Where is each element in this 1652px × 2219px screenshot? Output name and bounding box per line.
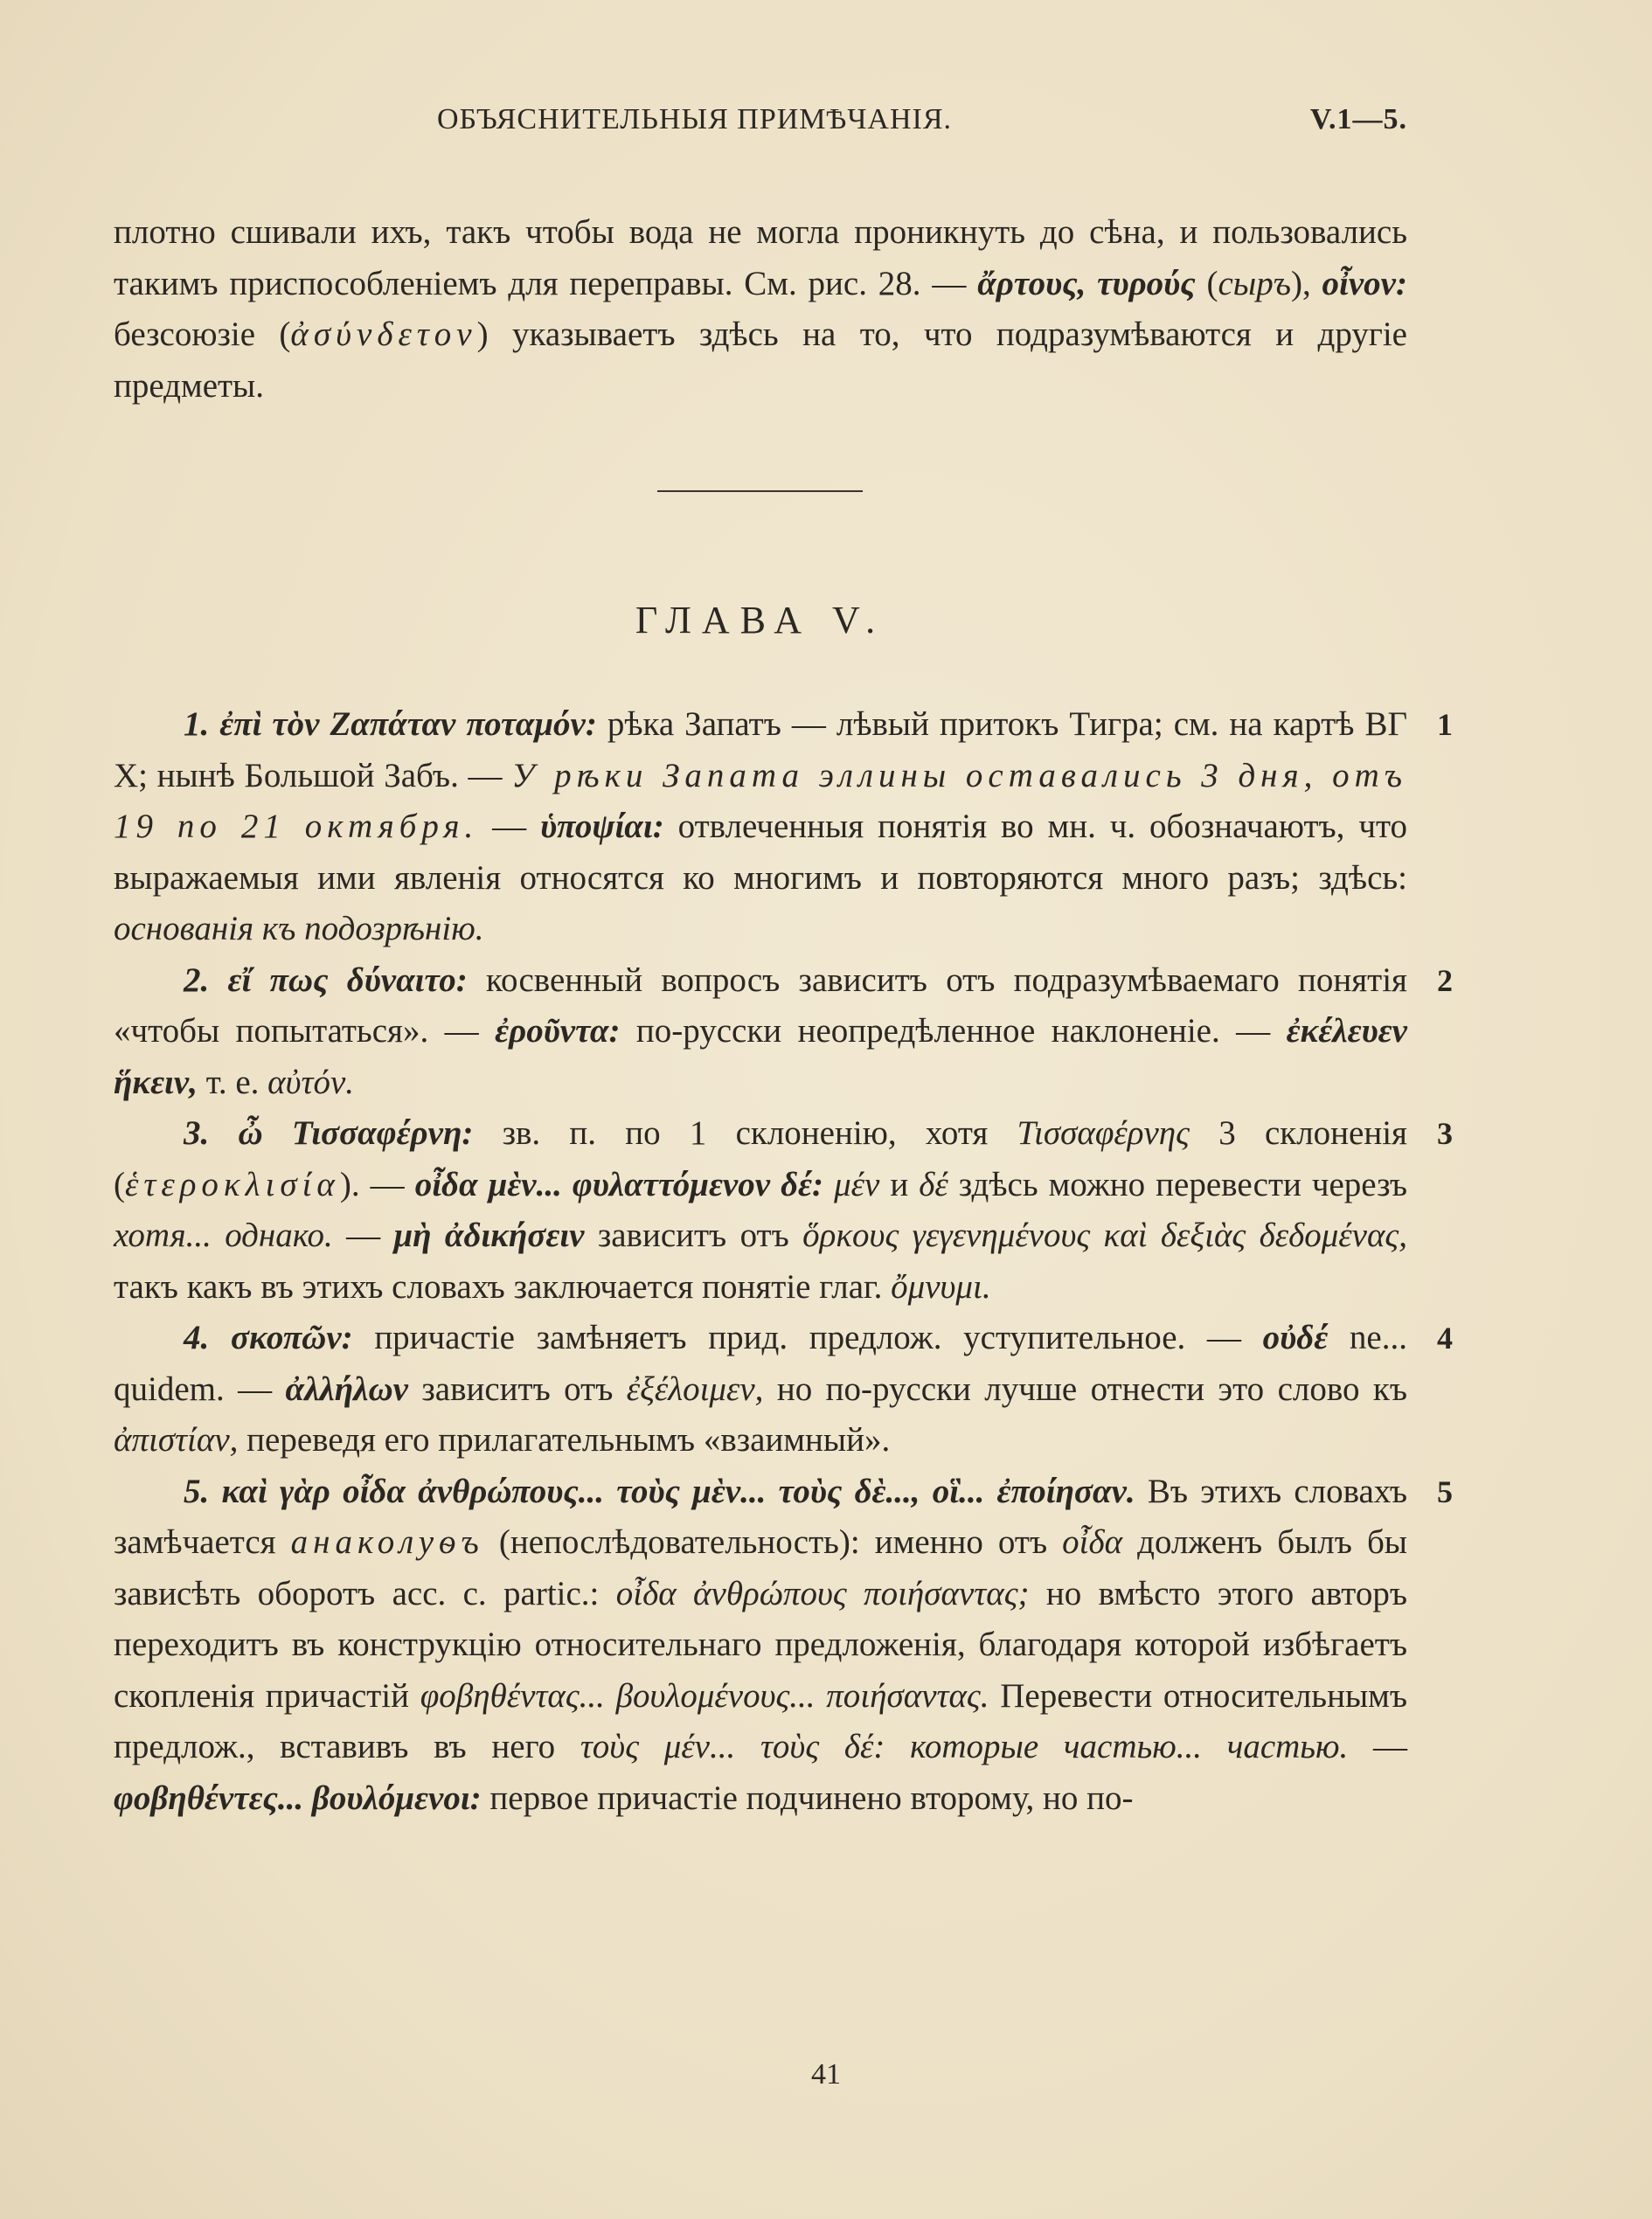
note-text: здѣсь можно перевести черезъ xyxy=(947,1165,1407,1203)
intro-text: безсоюзіе ( xyxy=(114,316,291,353)
note-text: зв. п. по 1 склоненію, хотя xyxy=(473,1114,1017,1152)
italic-text: ἐξέλοιμεν, xyxy=(626,1370,764,1408)
note-text: Перевести относительнымъ предлож., вставивъ въ него xyxy=(114,1676,1407,1765)
note-text xyxy=(823,1166,834,1203)
note-text: т. е. xyxy=(197,1063,268,1101)
note-text: причастіе замѣняетъ прид. предлож. уступительное. — xyxy=(352,1319,1263,1356)
intro-text: ( xyxy=(1195,264,1218,302)
margin-verse-number: 2 xyxy=(1437,962,1453,998)
italic-text: δέ xyxy=(919,1165,948,1203)
intro-paragraph xyxy=(114,207,1407,412)
italic-text: ἀπιστίαν, xyxy=(114,1421,239,1459)
chapter-heading: ГЛАВА V. xyxy=(635,599,886,641)
margin-verse-number: 3 xyxy=(1437,1116,1453,1151)
note-text: (непослѣдовательность): именно отъ xyxy=(483,1523,1063,1561)
note-text: рѣка Запатъ — лѣвый притокъ Тигра; см. на картѣ ВГ X; нынѣ Большой Забъ. — xyxy=(114,705,1408,794)
note-text: отвлеченныя понятія во мн. ч. обозначаютъ, что выражаемыя ими явленія относятся ко многимъ и повторяются много разъ; здѣсь: xyxy=(114,808,1407,897)
margin-verse-number: 4 xyxy=(1437,1321,1453,1356)
note-text: и xyxy=(879,1165,920,1203)
italic-text: φοβηθέντας... βουλομένους... ποιήσαντας. xyxy=(420,1676,989,1715)
greek-term: οἶνον: xyxy=(1322,264,1407,302)
note-5 xyxy=(114,1467,1453,1825)
greek-lemma: 5. καὶ γὰρ οἶδα ἀνθρώπους... τοὺς μὲν... τοὺς δὲ..., οἳ... ἐποίησαν. xyxy=(184,1472,1135,1510)
header-title: ОБЪЯСНИТЕЛЬНЫЯ ПРИМѢЧАНІЯ. xyxy=(437,103,953,135)
italic-text: μέν xyxy=(834,1165,880,1203)
note-text: 3 склоненія ( xyxy=(114,1114,1407,1203)
italic-text: τοὺς μέν... τοὺς δέ: xyxy=(580,1728,885,1765)
note-2 xyxy=(114,955,1453,1109)
italic-text: основанія къ подозрѣнію. xyxy=(114,910,484,947)
intro-text: ) указываетъ здѣсь на то, что подразумѣваются и другіе предметы. xyxy=(114,316,1407,405)
note-text: переведя его прилагательнымъ «взаимный». xyxy=(238,1421,891,1459)
section-divider xyxy=(657,490,863,492)
greek-term: ἀσύνδετον xyxy=(290,316,477,353)
greek-lemma: 1. ἐπὶ τὸν Ζαπάταν ποταμόν: xyxy=(184,705,597,743)
greek-lemma: ἐροῦντα: xyxy=(495,1012,621,1050)
note-text: зависитъ отъ xyxy=(584,1217,803,1254)
italic-text: хотя... однако. xyxy=(114,1217,333,1254)
note-3 xyxy=(114,1108,1453,1313)
italic-text: αὐτόν. xyxy=(267,1063,355,1101)
italic-text: Τισσαφέρνης xyxy=(1017,1114,1190,1152)
page-number: 41 xyxy=(811,2058,841,2091)
note-text: ne... quidem. — xyxy=(114,1319,1407,1408)
note-1 xyxy=(114,699,1453,955)
notes-section xyxy=(114,699,1453,1824)
greek-lemma: 4. σκοπῶν: xyxy=(184,1319,353,1356)
greek-lemma: οἶδα μὲν... φυλαττόμενον δέ: xyxy=(414,1165,824,1203)
italic-text: ὄμνυμι. xyxy=(891,1267,991,1306)
greek-lemma: ὑποψίαι: xyxy=(540,808,664,845)
intro-text: плотно сшивали ихъ, такъ чтобы вода не могла проникнуть до сѣна, и пользовались такимъ приспособленіемъ для переправы. См. рис. 28. — xyxy=(114,213,1407,302)
italic-text: У рѣки Запата эллины оставались 3 дня, отъ 19 по 21 октября. xyxy=(114,756,1407,845)
italic-text: ὅρκους γεγενημένους καὶ δεξιὰς δεδομένας, xyxy=(802,1217,1408,1254)
greek-lemma: 2. εἴ πως δύναιτο: xyxy=(184,960,468,999)
note-text: косвенный вопросъ зависитъ отъ подразумѣваемаго понятія «чтобы попытаться». — xyxy=(114,960,1407,1050)
greek-lemma: 3. ὦ Τισσαφέρνη: xyxy=(184,1114,474,1152)
note-text: — xyxy=(1348,1728,1408,1765)
translation: сыръ xyxy=(1218,264,1291,302)
greek-lemma: ἀλλήλων xyxy=(285,1370,408,1408)
note-text: первое причастіе подчинено второму, но по- xyxy=(481,1779,1134,1817)
note-text: — xyxy=(478,808,541,845)
note-4 xyxy=(114,1313,1453,1467)
margin-verse-number: 1 xyxy=(1437,707,1453,742)
note-text: но по-русски лучше отнести это слово къ xyxy=(763,1370,1408,1408)
italic-text: анаколуѳъ xyxy=(290,1523,484,1561)
italic-text: ἑτεροκλισία xyxy=(125,1165,340,1203)
greek-lemma: οὐδέ xyxy=(1262,1319,1329,1356)
running-header xyxy=(114,103,1407,147)
greek-term: ἄρτους, τυρούς xyxy=(977,264,1196,302)
note-text: ). — xyxy=(339,1165,415,1203)
note-text: такъ какъ въ этихъ словахъ заключается понятіе глаг. xyxy=(114,1267,892,1306)
italic-text: которые частью... частью. xyxy=(910,1728,1349,1765)
greek-lemma: μὴ ἀδικήσειν xyxy=(393,1217,585,1254)
note-text: зависитъ отъ xyxy=(407,1370,627,1408)
margin-verse-number: 5 xyxy=(1437,1474,1453,1509)
note-text: — xyxy=(332,1217,394,1254)
header-verse-range: V.1—5. xyxy=(1309,103,1407,135)
note-text: Въ этихъ словахъ замѣчается xyxy=(114,1472,1407,1561)
note-text: по-русски неопредѣленное наклоненіе. — xyxy=(620,1012,1287,1050)
note-text: долженъ былъ бы зависѣть оборотъ acc. c. partic.: xyxy=(114,1523,1407,1612)
italic-text: οἶδα ἀνθρώπους ποιήσαντας; xyxy=(615,1574,1030,1612)
italic-text: οἶδα xyxy=(1062,1523,1123,1561)
greek-lemma: φοβηθέντες... βουλόμενοι: xyxy=(114,1779,482,1817)
intro-text: ), xyxy=(1290,264,1322,302)
note-text xyxy=(885,1728,910,1765)
greek-lemma: ἐκέλευεν ἥκειν, xyxy=(114,1012,1407,1101)
note-text: но вмѣсто этого авторъ переходитъ въ конструкцію относительнаго предложенія, благодаря которой избѣгаетъ скопленія причастій xyxy=(114,1574,1407,1715)
